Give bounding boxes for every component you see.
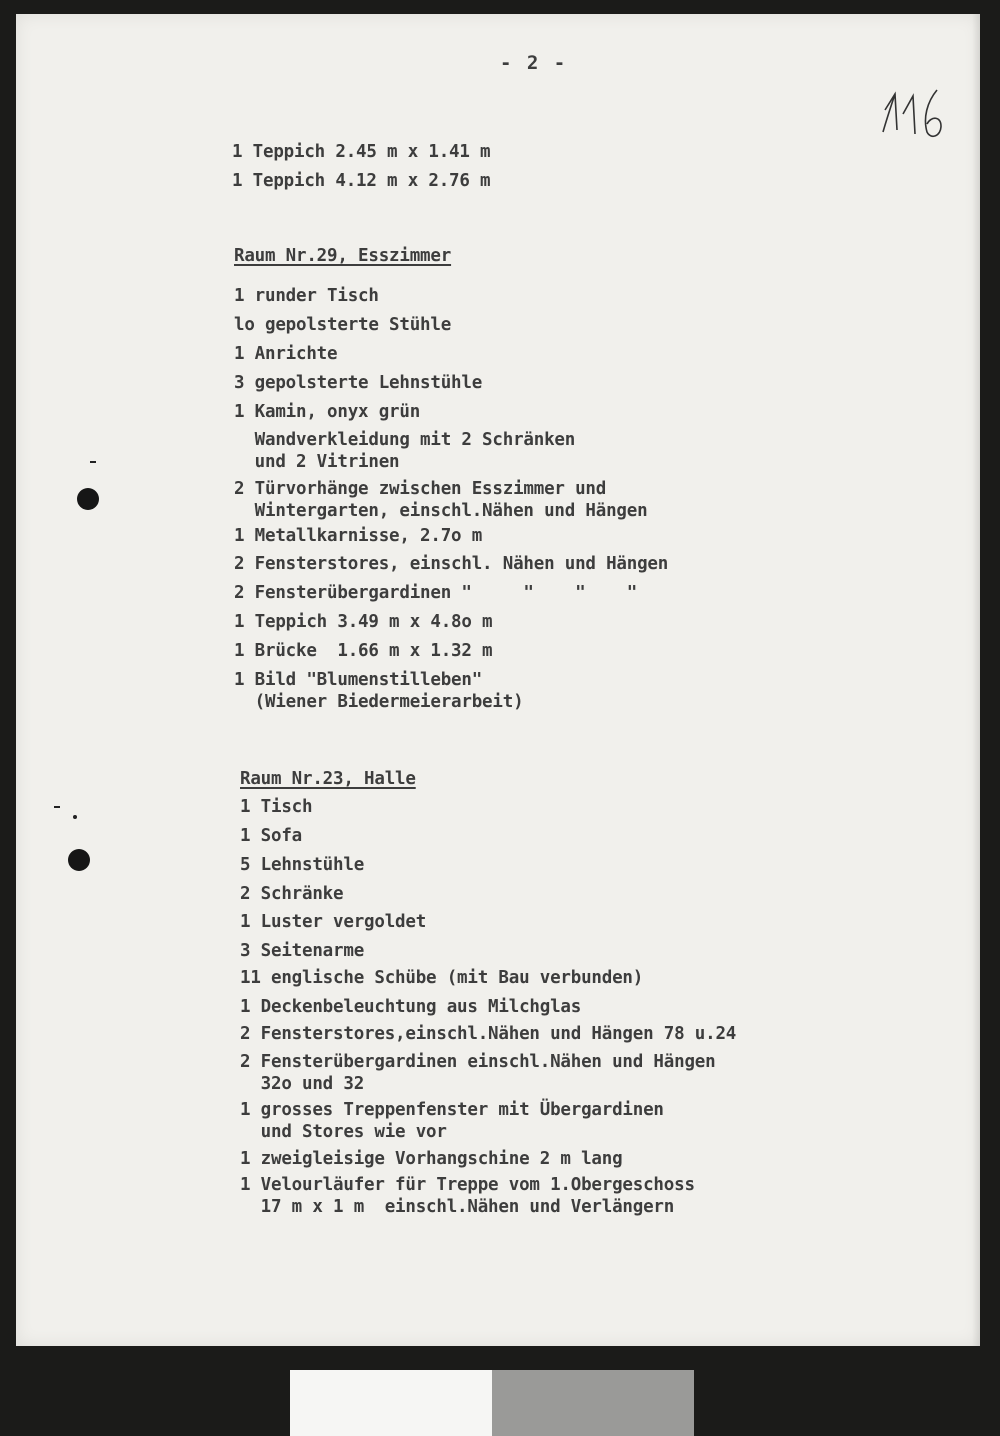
section-heading-esszimmer: Raum Nr.29, Esszimmer [234,246,452,266]
section-heading-halle: Raum Nr.23, Halle [240,769,416,789]
list-item: 3 Seitenarme [240,941,365,961]
punch-hole [68,849,90,871]
intro-item: 1 Teppich 2.45 m x 1.41 m [232,142,491,162]
list-item: 1 Kamin, onyx grün [234,402,421,422]
tick-mark [54,806,60,808]
list-item: Wandverkleidung mit 2 Schränken und 2 Vitrinen [254,430,576,472]
list-item: 1 Tisch [240,797,313,817]
list-item: 2 Türvorhänge zwischen Esszimmer und Wintergarten, einschl.Nähen und Hängen [234,479,648,521]
list-item: 1 Velourläufer für Treppe vom 1.Obergeschoss 17 m x 1 m einschl.Nähen und Verlängern [240,1175,695,1217]
list-item: 1 grosses Treppenfenster mit Übergardinen und Stores wie vor [240,1100,664,1142]
list-item: 2 Fensterstores,einschl.Nähen und Hängen 78 u.24 [240,1024,737,1044]
calibration-strip-gray [492,1370,694,1436]
intro-item: 1 Teppich 4.12 m x 2.76 m [232,171,491,191]
list-item: 1 runder Tisch [234,286,379,306]
list-item: 2 Schränke [240,884,344,904]
list-item: 1 Anrichte [234,344,338,364]
list-item: 5 Lehnstühle [240,855,365,875]
list-item: 1 Deckenbeleuchtung aus Milchglas [240,997,582,1017]
page-number: - 2 - [500,52,568,74]
list-item: 1 Bild "Blumenstilleben" (Wiener Biedermeierarbeit) [234,670,524,712]
list-item: 11 englische Schübe (mit Bau verbunden) [240,968,644,988]
list-item: 2 Fensterübergardinen " " " " [234,583,638,603]
list-item: 1 Teppich 3.49 m x 4.8o m [234,612,493,632]
tick-mark [90,461,96,463]
list-item: 1 Luster vergoldet [240,912,427,932]
list-item: 1 Metallkarnisse, 2.7o m [234,526,483,546]
list-item: lo gepolsterte Stühle [234,315,452,335]
punch-hole [77,488,99,510]
list-item: 1 Brücke 1.66 m x 1.32 m [234,641,493,661]
list-item: 1 zweigleisige Vorhangschine 2 m lang [240,1149,623,1169]
list-item: 3 gepolsterte Lehnstühle [234,373,483,393]
list-item: 2 Fensterübergardinen einschl.Nähen und Hängen 32o und 32 [240,1052,716,1094]
calibration-strip-white [290,1370,492,1436]
list-item: 1 Sofa [240,826,303,846]
tick-mark [73,815,77,819]
list-item: 2 Fensterstores, einschl. Nähen und Hängen [234,554,669,574]
handwritten-folio-number [877,84,957,144]
